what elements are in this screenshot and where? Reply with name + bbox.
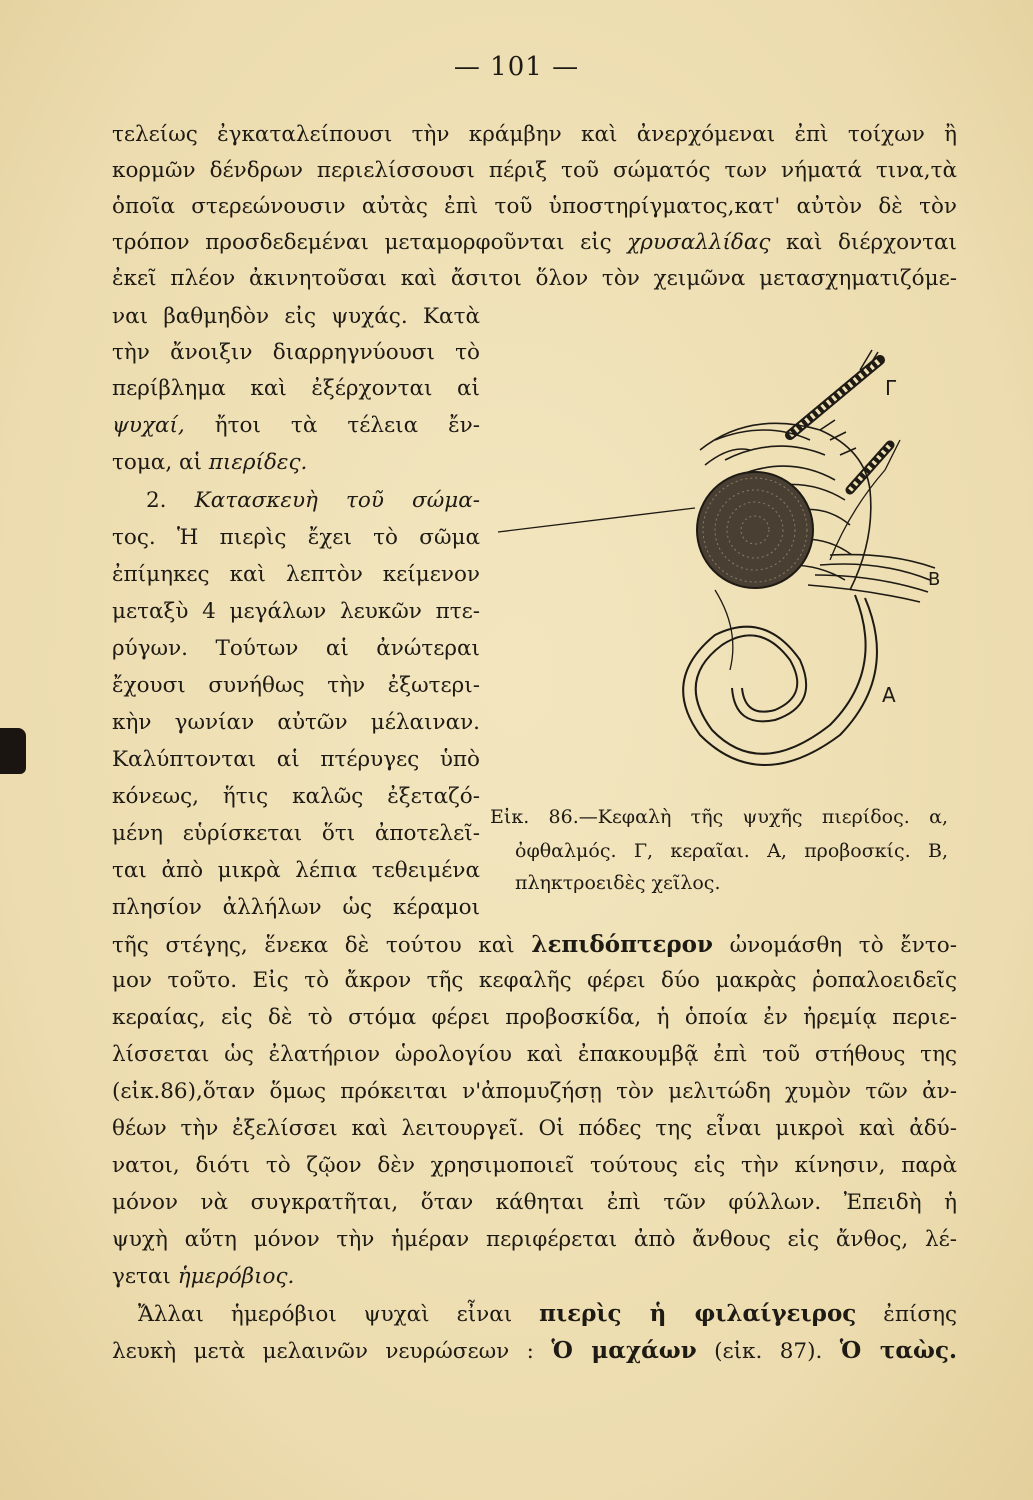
labial-palp: [808, 555, 935, 602]
text-line: [112, 452, 307, 474]
section-heading: [146, 490, 480, 512]
text-span: τρόπον προσδεδεμέναι μεταμορφοῦνται εἰς: [112, 230, 612, 255]
text-line: [112, 1339, 957, 1363]
text-line: μόνον νὰ συγκρατῆται, ὅταν κάθηται ἐπὶ τῶν φύλλων. Ἐπειδὴ ἡ: [112, 1190, 957, 1215]
text-line: [112, 232, 957, 254]
bold-term: πιερὶς ἡ φιλαίγειρος: [539, 1300, 857, 1327]
text-line: μον τοῦτο. Εἰς τὸ ἄκρον τῆς κεφαλῆς φέρει δύο μακρὰς ῥοπαλοειδεῖς: [112, 968, 957, 993]
text-line: νατοι, διότι τὸ ζῷον δὲν χρησιμοποιεῖ τούτους εἰς τὴν κίνησιν, παρὰ: [112, 1153, 957, 1178]
text-span: γεται: [112, 1264, 171, 1289]
text-line: θέων τὴν ἐξελίσσει καὶ λειτουργεῖ. Οἱ πόδες της εἶναι μικροὶ καὶ ἀδύ-: [112, 1116, 957, 1141]
text-line: ἐκεῖ πλέον ἀκινητοῦσαι καὶ ἄσιτοι ὅλον τὸν χειμῶνα μετασχηματιζόμε-: [112, 266, 957, 291]
section-title: Κατασκευὴ τοῦ σώμα-: [194, 488, 480, 513]
text-line: Καλύπτονται αἱ πτέρυγες ὑπὸ: [112, 747, 480, 772]
text-line: ψυχὴ αὕτη μόνον τὴν ἡμέραν περιφέρεται ἀπὸ ἄνθους εἰς ἄνθος, λέ-: [112, 1227, 957, 1252]
text-line: [138, 1302, 957, 1326]
figure-caption-line: ὀφθαλμός. Γ, κεραῖαι. Α, προβοσκίς. Β,: [515, 840, 948, 862]
text-line: κορμῶν δένδρων περιελίσσουσι πέριξ τοῦ σώματός των νήματά τινα,τὰ: [112, 158, 957, 183]
text-line: [112, 1266, 294, 1288]
page-number: — 101 —: [453, 52, 580, 82]
text-line: ἔχουσι συνήθως τὴν ἐξωτερι-: [112, 673, 480, 698]
text-span: ἐπίσης: [883, 1302, 957, 1327]
emphasized-term: πιερίδες.: [208, 450, 308, 475]
text-line: κόνεως, ἥτις καλῶς ἐξεταζό-: [112, 784, 480, 809]
emphasized-term: ἡμερόβιος.: [177, 1264, 295, 1289]
bold-term: Ὁ μαχάων: [551, 1337, 697, 1364]
text-span: Ἄλλαι ἡμερόβιοι ψυχαὶ εἶναι: [138, 1302, 513, 1327]
label-alpha: Α: [882, 683, 896, 707]
figure-caption-line: πληκτροειδὲς χεῖλος.: [515, 872, 721, 894]
label-gamma: Γ: [885, 376, 897, 400]
text-line: ναι βαθμηδὸν εἰς ψυχάς. Κατὰ: [112, 304, 480, 329]
text-line: κὴν γωνίαν αὐτῶν μέλαιναν.: [112, 710, 480, 735]
text-span: τομα, αἱ: [112, 450, 202, 475]
text-line: λίσσεται ὡς ἐλατήριον ὡρολογίου καὶ ἐπακουμβᾷ ἐπὶ τοῦ στήθους της: [112, 1042, 957, 1067]
eye: [697, 472, 813, 588]
text-line: (εἰκ.86),ὅταν ὅμως πρόκειται ν'ἀπομυζήσῃ τὸν μελιτώδη χυμὸν τῶν ἀν-: [112, 1079, 957, 1104]
text-span: ἤτοι τὰ τέλεια ἔν-: [214, 413, 480, 438]
text-span: ὠνομάσθη τὸ ἔντο-: [729, 933, 957, 958]
text-line: τελείως ἐγκαταλείπουσι τὴν κράμβην καὶ ἀνερχόμεναι ἐπὶ τοίχων ἢ: [112, 122, 957, 147]
text-line: περίβλημα καὶ ἐξέρχονται αἱ: [112, 376, 480, 401]
text-line: μεταξὺ 4 μεγάλων λευκῶν πτε-: [112, 599, 480, 624]
text-span: λευκὴ μετὰ μελαινῶν νευρώσεων :: [112, 1339, 534, 1364]
butterfly-head-illustration: [490, 340, 960, 790]
text-line: ρύγων. Τούτων αἱ ἀνώτεραι: [112, 636, 480, 661]
page-edge-ink-mark: [0, 728, 26, 774]
proboscis: [683, 595, 877, 765]
bold-term: Ὁ ταὼς.: [839, 1337, 957, 1364]
text-span: (εἰκ. 87).: [714, 1339, 823, 1364]
text-line: ὁποῖα στερεώνουσιν αὐτὰς ἐπὶ τοῦ ὑποστηρίγματος,κατ' αὐτὸν δὲ τὸν: [112, 194, 957, 219]
text-line: [112, 415, 480, 437]
figure-caption-line: Εἰκ. 86.—Κεφαλὴ τῆς ψυχῆς πιερίδος. α,: [490, 806, 948, 828]
text-span: καὶ διέρχονται: [785, 230, 957, 255]
text-line: ται ἀπὸ μικρὰ λέπια τεθειμένα: [112, 858, 480, 883]
label-beta: Β: [928, 569, 941, 590]
text-line: κεραίας, εἰς δὲ τὸ στόμα φέρει προβοσκίδα, ἡ ὁποία ἐν ἠρεμίᾳ περιε-: [112, 1005, 957, 1030]
emphasized-term: χρυσαλλίδας: [627, 230, 771, 255]
text-span: τῆς στέγης, ἕνεκα δὲ τούτου καὶ: [112, 933, 515, 958]
text-line: [112, 933, 957, 957]
text-line: ἐπίμηκες καὶ λεπτὸν κείμενον: [112, 562, 480, 587]
section-number: 2.: [146, 488, 167, 513]
text-line: πλησίον ἀλλήλων ὡς κέραμοι: [112, 895, 480, 920]
text-line: τος. Ἡ πιερὶς ἔχει τὸ σῶμα: [112, 525, 480, 550]
emphasized-term: ψυχαί,: [112, 413, 185, 438]
text-line: μένη εὑρίσκεται ὅτι ἀποτελεῖ-: [112, 821, 480, 846]
bold-term: λεπιδόπτερον: [531, 931, 713, 958]
text-line: τὴν ἄνοιξιν διαρρηγνύουσι τὸ: [112, 340, 480, 365]
